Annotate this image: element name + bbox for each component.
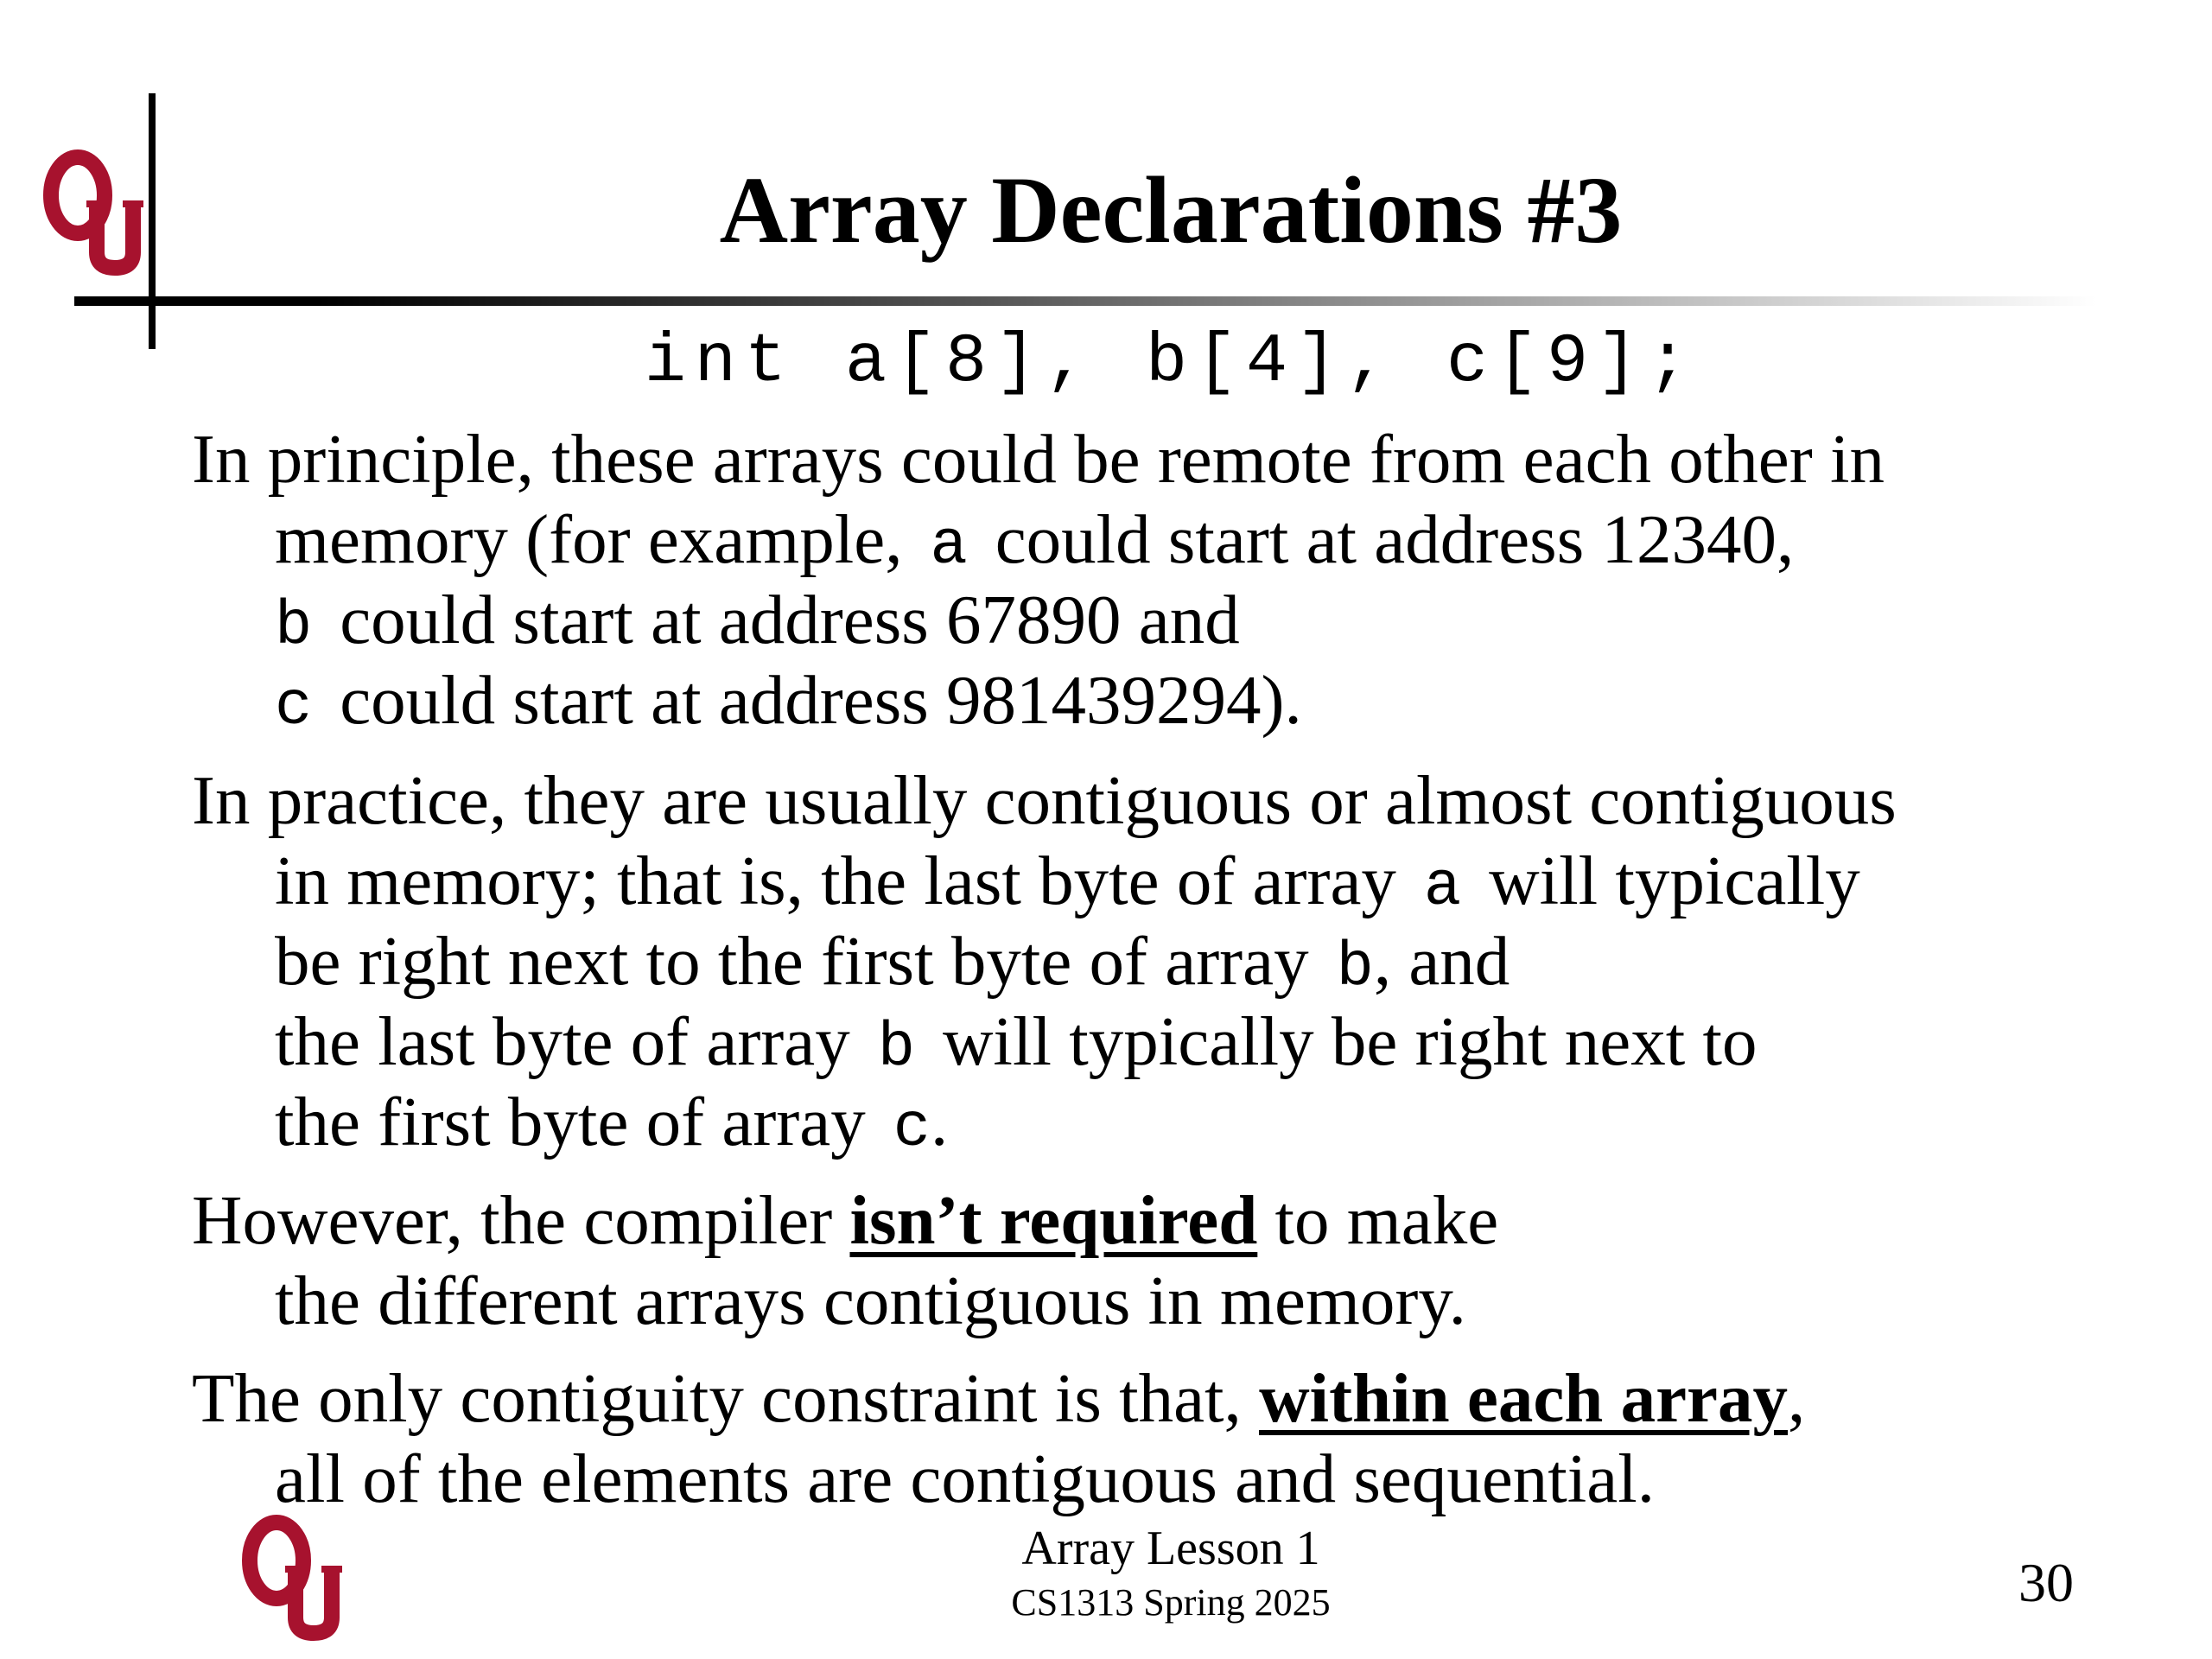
paragraph-compiler — [192, 1180, 2145, 1341]
p2-line-5-code: c — [893, 1093, 931, 1164]
paragraph-constraint — [192, 1358, 2145, 1519]
p2-line-2-code: a — [1423, 852, 1462, 923]
p2-line-2-text-post: will typically — [1489, 842, 1860, 919]
p2-line-4 — [192, 1001, 2145, 1082]
p3-line-1-text-pre: However, the compiler — [192, 1181, 833, 1259]
slide-title: Array Declarations #3 — [719, 157, 1623, 263]
p2-line-5 — [192, 1082, 2145, 1162]
p3-line-1-text-post: to make — [1257, 1181, 1499, 1259]
p2-line-3-text-post: , and — [1373, 922, 1510, 1000]
p2-line-3-text-pre: be right next to the first byte of array — [275, 922, 1309, 1000]
paragraph-practice — [192, 760, 2145, 1162]
p2-line-3 — [192, 921, 2145, 1001]
code-declaration: int a[8], b[4], c[9]; — [644, 323, 1698, 402]
p1-line-2 — [192, 499, 2145, 580]
p2-line-2-text-pre: in memory; that is, the last byte of array — [275, 842, 1396, 919]
p3-line-2: the different arrays contiguous in memory. — [275, 1262, 1466, 1339]
p1-line-4-code: c — [275, 671, 313, 742]
emphasis-isnt-required: isn’t required — [849, 1181, 1258, 1259]
paragraph-principle — [192, 419, 2145, 741]
p3-line-1 — [192, 1180, 2145, 1261]
footer-course: CS1313 Spring 2025 — [1011, 1581, 1331, 1624]
p2-line-2 — [192, 841, 2145, 921]
p1-line-2-code: a — [930, 511, 968, 582]
page-number: 30 — [2018, 1552, 2074, 1613]
p1-line-1: In principle, these arrays could be remote from each other in — [192, 420, 1885, 498]
p1-line-4 — [192, 660, 2145, 741]
emphasis-within-each-array: within each array — [1259, 1359, 1788, 1437]
p1-line-2-text-pre: memory (for example, — [275, 500, 903, 578]
footer-lesson-title: Array Lesson 1 — [1021, 1522, 1320, 1575]
p1-line-3 — [192, 580, 2145, 660]
p2-line-5-text-pre: the first byte of array — [275, 1083, 866, 1160]
p1-line-2-text-post: could start at address 12340, — [995, 500, 1795, 578]
title-underline-rule — [74, 296, 2096, 306]
p2-line-4-code: b — [877, 1013, 915, 1084]
p2-line-4-text-post: will typically be right next to — [942, 1002, 1758, 1080]
p2-line-1: In practice, they are usually contiguous or almost contiguous — [192, 761, 1897, 839]
p4-line-1-text-post: , — [1788, 1359, 1806, 1437]
p1-line-3-text: could start at address 67890 and — [340, 581, 1240, 658]
p1-line-3-code: b — [275, 591, 313, 662]
p2-line-3-code: b — [1336, 932, 1374, 1003]
p1-line-4-text: could start at address 981439294). — [340, 661, 1302, 739]
p2-line-5-text-post: . — [930, 1083, 949, 1160]
p4-line-1-text-pre: The only contiguity constraint is that, — [192, 1359, 1260, 1437]
p4-line-1 — [192, 1358, 2145, 1439]
p4-line-2: all of the elements are contiguous and sequential. — [275, 1440, 1655, 1517]
p2-line-4-text-pre: the last byte of array — [275, 1002, 850, 1080]
